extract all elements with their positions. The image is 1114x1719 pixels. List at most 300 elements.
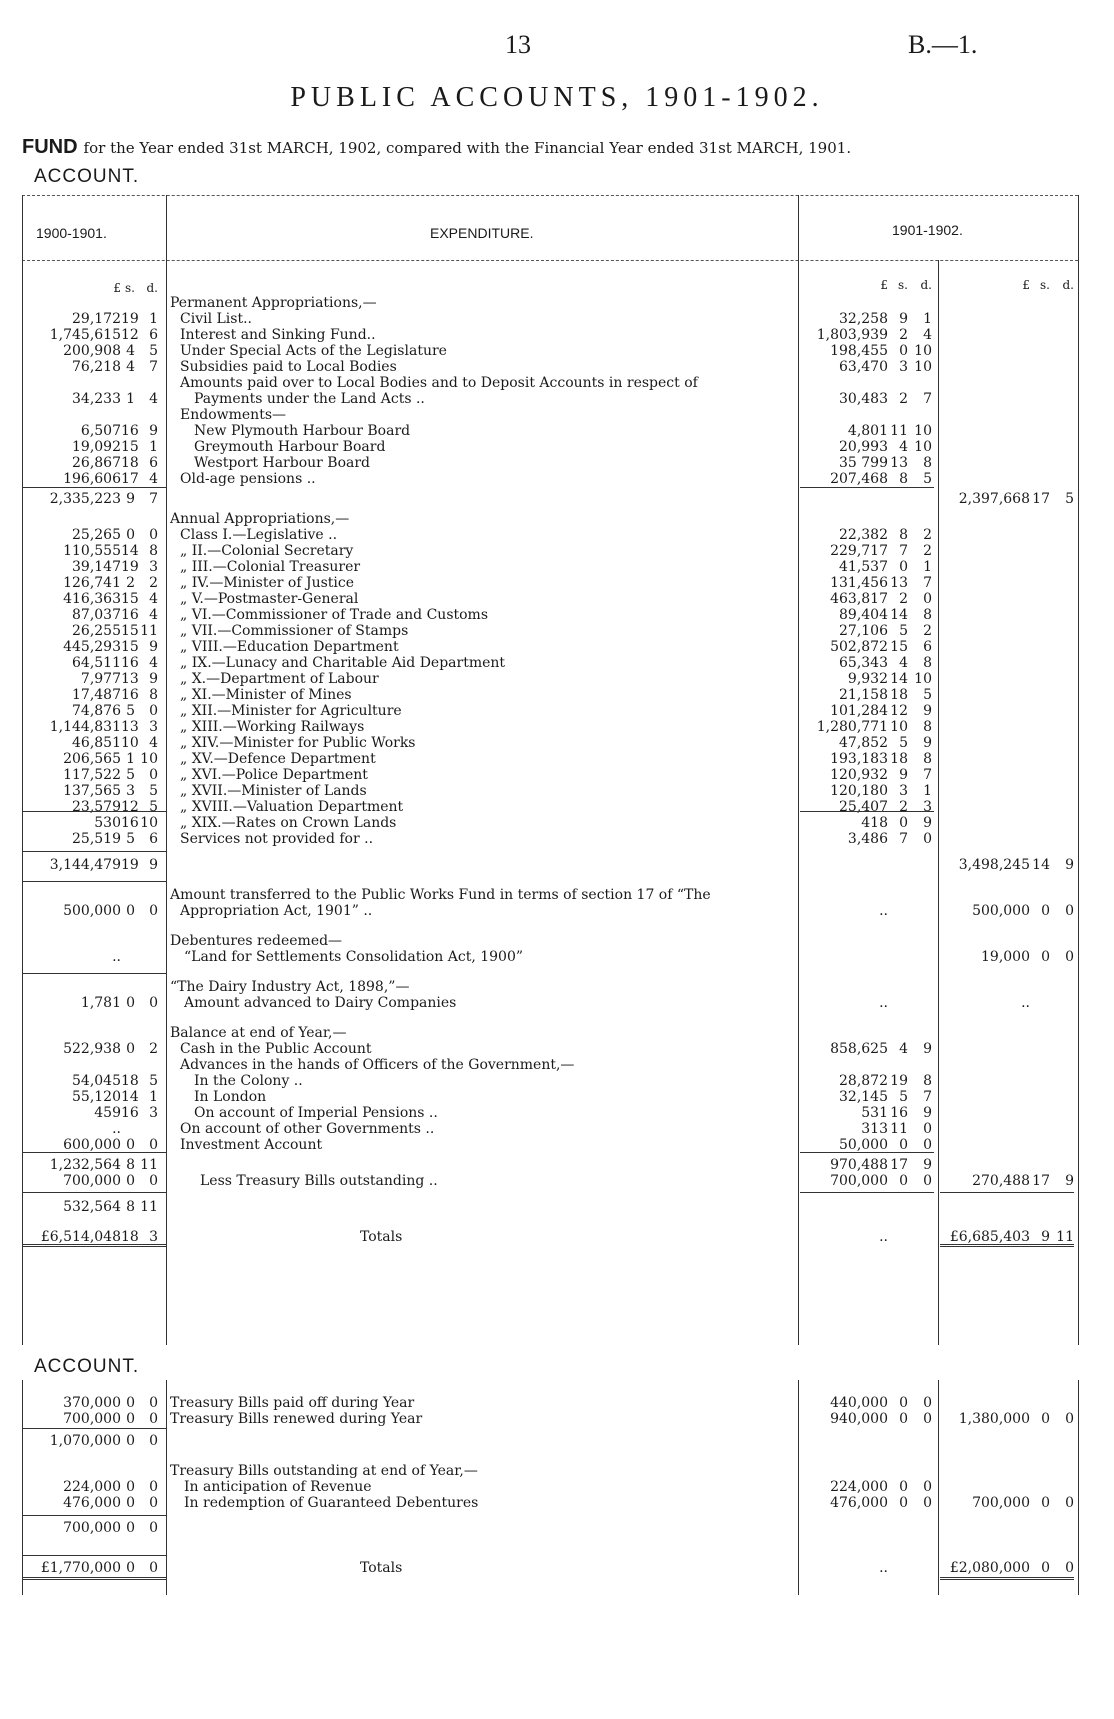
expenditure-row-label: „ XVI.—Police Department (170, 767, 798, 783)
expenditure-row-label: Civil List.. (170, 311, 798, 327)
expenditure-row-curr-amount-shillings: 18 (890, 687, 908, 703)
bills-row-prev-amount (0, 1560, 164, 1576)
expenditure-row-curr-amount (798, 1105, 936, 1121)
expenditure-row-total-amount-pence: 11 (1056, 1229, 1074, 1245)
expenditure-row-label: Amount advanced to Dairy Companies (170, 995, 798, 1011)
bills-row-curr-amount-pounds: 476,000 (830, 1495, 888, 1511)
bills-rule-right (1078, 1380, 1079, 1595)
page-title: PUBLIC ACCOUNTS, 1901-1902. (290, 82, 824, 113)
bills-row-curr-amount-pence: 0 (923, 1495, 932, 1511)
bills-rule-curr (938, 1380, 939, 1595)
expenditure-row-curr-amount-pounds: 198,455 (830, 343, 888, 359)
expenditure-row-prev-amount-pounds: 200,908 (63, 343, 121, 359)
bills-rule-prev (166, 1380, 167, 1595)
expenditure-row-prev-amount-shillings: 5 (126, 767, 135, 783)
expenditure-row-label: „ XII.—Minister for Agriculture (170, 703, 798, 719)
expenditure-row-curr-amount (798, 767, 936, 783)
expenditure-row-prev-amount-shillings: 16 (121, 655, 139, 671)
bills-row-total-amount (940, 1411, 1078, 1427)
expenditure-row-prev-amount (0, 527, 164, 543)
expenditure-row-label: Annual Appropriations,— (170, 511, 798, 527)
expenditure-row-prev-amount-pence: 1 (149, 1089, 158, 1105)
expenditure-row-prev-amount (0, 815, 164, 831)
expenditure-row-label: Services not provided for .. (170, 831, 798, 847)
expenditure-row-prev-amount-pounds: 17,487 (72, 687, 121, 703)
bills-row-label: Totals (170, 1560, 798, 1576)
expenditure-row-curr-amount-pence: 10 (914, 423, 932, 439)
expenditure-row-prev-amount-pounds: 55,120 (72, 1089, 121, 1105)
expenditure-row-curr-amount-pence: 9 (923, 1157, 932, 1173)
expenditure-row-curr-amount-shillings: 3 (899, 359, 908, 375)
expenditure-row-curr-amount-shillings: 14 (890, 671, 908, 687)
expenditure-row-prev-amount (0, 423, 164, 439)
expenditure-row-prev-amount-pence: 8 (149, 687, 158, 703)
expenditure-row-curr-amount-pounds: 418 (861, 815, 888, 831)
expenditure-row-curr-amount-pounds: 35 799 (839, 455, 888, 471)
expenditure-row-label: Investment Account (170, 1137, 798, 1153)
sum-rule (800, 1152, 934, 1153)
expenditure-row-curr-amount (798, 751, 936, 767)
expenditure-row-curr-amount-pounds: 32,145 (839, 1089, 888, 1105)
bills-row-prev-amount-shillings: 0 (126, 1520, 135, 1536)
expenditure-row-prev-amount-pounds: 206,565 (63, 751, 121, 767)
expenditure-row-prev-amount (0, 1073, 164, 1089)
expenditure-row-curr-amount-shillings: 2 (899, 799, 908, 815)
expenditure-row-label: Less Treasury Bills outstanding .. (170, 1173, 798, 1189)
expenditure-row-prev-amount-shillings: 15 (121, 439, 139, 455)
expenditure-row-prev-amount-pounds: .. (112, 1121, 121, 1137)
sum-rule (22, 1244, 166, 1245)
expenditure-row-curr-amount-shillings: 0 (899, 343, 908, 359)
expenditure-row-total-amount-pounds: 2,397,668 (958, 491, 1030, 507)
expenditure-row-curr-amount-pounds: 4,801 (847, 423, 888, 439)
expenditure-row-prev-amount (0, 687, 164, 703)
bills-row-prev-amount-pence: 0 (149, 1520, 158, 1536)
bills-row-curr-amount (798, 1395, 936, 1411)
expenditure-row-curr-amount (798, 607, 936, 623)
expenditure-row-prev-amount-shillings: 18 (121, 1073, 139, 1089)
sum-rule (800, 1192, 934, 1193)
expenditure-row-prev-amount-pence: 11 (140, 1199, 158, 1215)
expenditure-row-prev-amount-pence: 6 (149, 831, 158, 847)
expenditure-row-curr-amount-shillings: 0 (899, 559, 908, 575)
expenditure-row-prev-amount-pence: 5 (149, 799, 158, 815)
bills-row-curr-amount (798, 1411, 936, 1427)
expenditure-row-curr-amount-pence: 8 (923, 751, 932, 767)
bills-row-total-amount (940, 1495, 1078, 1511)
expenditure-row-prev-amount-pence: 9 (149, 671, 158, 687)
expenditure-row-prev-amount (0, 671, 164, 687)
expenditure-row-prev-amount (0, 1229, 164, 1245)
expenditure-row-label: On account of other Governments .. (170, 1121, 798, 1137)
rule-prev (166, 195, 167, 1345)
expenditure-row-prev-amount-pounds: 26,867 (72, 455, 121, 471)
expenditure-row-curr-amount (798, 719, 936, 735)
expenditure-row-curr-amount-pounds: 22,382 (839, 527, 888, 543)
expenditure-row-prev-amount (0, 995, 164, 1011)
expenditure-row-curr-amount-shillings: 0 (899, 815, 908, 831)
sum-rule (22, 973, 166, 974)
expenditure-row-total-amount (940, 1229, 1078, 1245)
expenditure-row-curr-amount-shillings: 16 (890, 1105, 908, 1121)
sum-rule (22, 1192, 166, 1193)
expenditure-row-curr-amount-pence: 8 (923, 655, 932, 671)
expenditure-row-curr-amount (798, 1121, 936, 1137)
expenditure-row-prev-amount-pence: 2 (149, 575, 158, 591)
bills-row-prev-amount-pounds: 224,000 (63, 1479, 121, 1495)
expenditure-row-prev-amount (0, 767, 164, 783)
expenditure-row-prev-amount (0, 1041, 164, 1057)
sum-rule (940, 1246, 1074, 1247)
expenditure-row-total-amount-shillings: 17 (1032, 491, 1050, 507)
expenditure-row-label: Subsidies paid to Local Bodies (170, 359, 798, 375)
expenditure-row-label: “The Dairy Industry Act, 1898,”— (170, 979, 798, 995)
expenditure-row-prev-amount (0, 703, 164, 719)
expenditure-row-curr-amount-pounds: 47,852 (839, 735, 888, 751)
expenditure-row-prev-amount-pounds: 3,144,479 (49, 857, 121, 873)
expenditure-row-prev-amount-shillings: 0 (126, 995, 135, 1011)
bills-row-total-amount-shillings: 0 (1041, 1411, 1050, 1427)
expenditure-row-prev-amount-shillings: 16 (121, 687, 139, 703)
total-money-heading: £ s. d. (1022, 278, 1074, 292)
expenditure-row-prev-amount-shillings: 14 (121, 543, 139, 559)
expenditure-row-prev-amount (0, 1137, 164, 1153)
expenditure-row-prev-amount (0, 327, 164, 343)
expenditure-row-prev-amount-pounds: 500,000 (63, 903, 121, 919)
expenditure-row-prev-amount-shillings: 16 (121, 1105, 139, 1121)
bills-row-prev-amount (0, 1495, 164, 1511)
expenditure-row-prev-amount-pounds: £6,514,048 (40, 1229, 121, 1245)
bills-row-total-amount-pounds: 700,000 (972, 1495, 1030, 1511)
expenditure-row-prev-amount-pounds: 6,507 (80, 423, 121, 439)
expenditure-row-curr-amount-pounds: 1,280,771 (816, 719, 888, 735)
expenditure-row-prev-amount (0, 359, 164, 375)
bills-row-curr-amount-pounds: .. (879, 1560, 888, 1576)
expenditure-row-curr-amount-pence: 6 (923, 639, 932, 655)
expenditure-row-prev-amount (0, 639, 164, 655)
expenditure-row-curr-amount-pounds: .. (879, 903, 888, 919)
expenditure-row-prev-amount-pence: 5 (149, 783, 158, 799)
expenditure-row-curr-amount (798, 1173, 936, 1189)
expenditure-row-label: „ IV.—Minister of Justice (170, 575, 798, 591)
expenditure-row-curr-amount (798, 815, 936, 831)
expenditure-row-total-amount (940, 903, 1078, 919)
bills-row-curr-amount (798, 1479, 936, 1495)
expenditure-row-prev-amount-pence: 9 (149, 423, 158, 439)
expenditure-row-prev-amount (0, 831, 164, 847)
expenditure-row-curr-amount-shillings: 3 (899, 783, 908, 799)
expenditure-row-prev-amount-pounds: 117,522 (63, 767, 121, 783)
expenditure-row-curr-amount-pence: 9 (923, 735, 932, 751)
expenditure-row-prev-amount-pence: 4 (149, 471, 158, 487)
expenditure-row-label: “Land for Settlements Consolidation Act, 1900” (170, 949, 798, 965)
expenditure-row-label: Permanent Appropriations,— (170, 295, 798, 311)
expenditure-row-curr-amount (798, 639, 936, 655)
expenditure-row-label: Westport Harbour Board (170, 455, 798, 471)
sum-rule (22, 1428, 166, 1429)
bills-row-prev-amount (0, 1520, 164, 1536)
bills-row-prev-amount (0, 1479, 164, 1495)
expenditure-row-label: Balance at end of Year,— (170, 1025, 798, 1041)
expenditure-row-prev-amount-pence: 0 (149, 1137, 158, 1153)
bills-row-total-amount (940, 1560, 1078, 1576)
expenditure-row-total-amount-pence: 5 (1065, 491, 1074, 507)
expenditure-row-prev-amount-pence: 5 (149, 1073, 158, 1089)
bills-row-curr-amount-pounds: 224,000 (830, 1479, 888, 1495)
expenditure-row-prev-amount (0, 1173, 164, 1189)
sum-rule (940, 1579, 1074, 1580)
expenditure-row-prev-amount-shillings: 15 (121, 623, 139, 639)
expenditure-row-prev-amount-pounds: 196,606 (63, 471, 121, 487)
bills-row-prev-amount-pounds: 1,070,000 (49, 1433, 121, 1449)
expenditure-row-prev-amount-pounds: 39,147 (72, 559, 121, 575)
expenditure-row-curr-amount-pence: 0 (923, 1173, 932, 1189)
expenditure-row-total-amount-shillings: 0 (1041, 903, 1050, 919)
expenditure-row-prev-amount-pence: 2 (149, 1041, 158, 1057)
expenditure-row-label: Payments under the Land Acts .. (170, 391, 798, 407)
expenditure-row-label: Interest and Sinking Fund.. (170, 327, 798, 343)
expenditure-row-curr-amount (798, 735, 936, 751)
expenditure-row-prev-amount-shillings: 5 (126, 831, 135, 847)
expenditure-row-total-amount (940, 995, 1078, 1011)
expenditure-row-prev-amount-pounds: 110,555 (63, 543, 121, 559)
expenditure-row-curr-amount-pence: 2 (923, 527, 932, 543)
expenditure-row-prev-amount-shillings: 13 (121, 719, 139, 735)
sum-rule (940, 1244, 1074, 1245)
bills-row-prev-amount-shillings: 0 (126, 1395, 135, 1411)
expenditure-row-prev-amount-shillings: 1 (126, 391, 135, 407)
expenditure-row-total-amount-pounds: 270,488 (972, 1173, 1030, 1189)
expenditure-row-prev-amount-shillings: 1 (126, 751, 135, 767)
expenditure-row-prev-amount (0, 1121, 164, 1137)
sum-rule (22, 1152, 166, 1153)
expenditure-row-curr-amount-shillings: 7 (899, 831, 908, 847)
expenditure-row-prev-amount-pence: 4 (149, 591, 158, 607)
expenditure-row-curr-amount-pence: 7 (923, 391, 932, 407)
bills-row-total-amount-shillings: 0 (1041, 1495, 1050, 1511)
expenditure-row-prev-amount (0, 543, 164, 559)
expenditure-row-prev-amount-pence: 0 (149, 1173, 158, 1189)
expenditure-row-prev-amount-shillings: 0 (126, 527, 135, 543)
bills-row-curr-amount (798, 1560, 936, 1576)
expenditure-row-prev-amount (0, 1105, 164, 1121)
expenditure-row-prev-amount-pence: 0 (149, 995, 158, 1011)
expenditure-row-prev-amount-pounds: 700,000 (63, 1173, 121, 1189)
expenditure-row-prev-amount (0, 575, 164, 591)
expenditure-row-curr-amount-shillings: 11 (890, 423, 908, 439)
expenditure-row-curr-amount-shillings: 19 (890, 1073, 908, 1089)
expenditure-row-curr-amount-shillings: 0 (899, 1173, 908, 1189)
expenditure-row-total-amount-pounds: .. (1021, 995, 1030, 1011)
expenditure-row-prev-amount-shillings: 13 (121, 671, 139, 687)
expenditure-row-curr-amount-pence: 0 (923, 831, 932, 847)
expenditure-row-curr-amount (798, 703, 936, 719)
expenditure-row-total-amount-shillings: 14 (1032, 857, 1050, 873)
expenditure-row-prev-amount-pence: 0 (149, 767, 158, 783)
expenditure-row-curr-amount-pounds: 25,407 (839, 799, 888, 815)
expenditure-row-prev-amount-pounds: 522,938 (63, 1041, 121, 1057)
sum-rule (22, 487, 166, 488)
expenditure-row-label: „ XIV.—Minister for Public Works (170, 735, 798, 751)
expenditure-row-label: Greymouth Harbour Board (170, 439, 798, 455)
bills-row-label: In anticipation of Revenue (170, 1479, 798, 1495)
expenditure-row-prev-amount-pounds: 87,037 (72, 607, 121, 623)
bills-row-prev-amount (0, 1433, 164, 1449)
expenditure-row-curr-amount-pence: 3 (923, 799, 932, 815)
expenditure-row-total-amount-pounds: 500,000 (972, 903, 1030, 919)
expenditure-row-total-amount-pounds: 19,000 (981, 949, 1030, 965)
expenditure-row-prev-amount-shillings: 16 (121, 423, 139, 439)
bills-row-total-amount-pence: 0 (1065, 1411, 1074, 1427)
expenditure-row-curr-amount-pounds: 313 (861, 1121, 888, 1137)
expenditure-row-curr-amount-pounds: 27,106 (839, 623, 888, 639)
expenditure-row-prev-amount-pounds: 445,293 (63, 639, 121, 655)
expenditure-row-prev-amount-pounds: 19,092 (72, 439, 121, 455)
expenditure-row-prev-amount-pounds: 1,745,615 (49, 327, 121, 343)
expenditure-row-prev-amount (0, 559, 164, 575)
bills-row-prev-amount-shillings: 0 (126, 1495, 135, 1511)
expenditure-row-curr-amount-pounds: 89,404 (839, 607, 888, 623)
expenditure-row-total-amount-shillings: 9 (1041, 1229, 1050, 1245)
expenditure-row-prev-amount-shillings: 8 (126, 1199, 135, 1215)
expenditure-row-prev-amount-pounds: 2,335,223 (49, 491, 121, 507)
expenditure-row-total-amount-pence: 9 (1065, 857, 1074, 873)
expenditure-row-label: „ XVIII.—Valuation Department (170, 799, 798, 815)
expenditure-row-curr-amount-pounds: 700,000 (830, 1173, 888, 1189)
expenditure-row-curr-amount (798, 903, 936, 919)
expenditure-row-prev-amount (0, 391, 164, 407)
expenditure-row-prev-amount (0, 751, 164, 767)
expenditure-row-prev-amount-pounds: 7,977 (80, 671, 121, 687)
expenditure-row-prev-amount-shillings: 15 (121, 639, 139, 655)
expenditure-row-prev-amount-shillings: 12 (121, 799, 139, 815)
expenditure-row-prev-amount-pence: 1 (149, 439, 158, 455)
expenditure-row-label: „ XVII.—Minister of Lands (170, 783, 798, 799)
bills-row-prev-amount-shillings: 0 (126, 1479, 135, 1495)
expenditure-row-prev-amount-pence: 10 (140, 751, 158, 767)
expenditure-row-total-amount-shillings: 0 (1041, 949, 1050, 965)
expenditure-row-curr-amount (798, 831, 936, 847)
sum-rule (22, 1579, 166, 1580)
expenditure-row-prev-amount-pounds: 1,232,564 (49, 1157, 121, 1173)
expenditure-row-total-amount (940, 949, 1078, 965)
fund-caption (22, 136, 851, 159)
bills-row-prev-amount-pence: 0 (149, 1495, 158, 1511)
expenditure-row-prev-amount (0, 491, 164, 507)
expenditure-row-curr-amount-shillings: 12 (890, 703, 908, 719)
expenditure-row-curr-amount-pounds: 120,180 (830, 783, 888, 799)
expenditure-row-curr-amount-pounds: 463,817 (830, 591, 888, 607)
expenditure-row-prev-amount-shillings: 0 (126, 903, 135, 919)
expenditure-row-curr-amount-shillings: 2 (899, 591, 908, 607)
sum-rule (22, 881, 166, 882)
expenditure-row-curr-amount (798, 471, 936, 487)
expenditure-row-prev-amount-shillings: 18 (121, 455, 139, 471)
expenditure-row-prev-amount (0, 1199, 164, 1215)
expenditure-row-curr-amount-pence: 2 (923, 623, 932, 639)
col-curr-year: 1901-1902. (892, 222, 963, 238)
expenditure-row-curr-amount-pence: 2 (923, 543, 932, 559)
expenditure-row-curr-amount-shillings: 5 (899, 735, 908, 751)
expenditure-row-prev-amount-pence: 7 (149, 359, 158, 375)
expenditure-row-prev-amount (0, 949, 164, 965)
expenditure-row-prev-amount-pence: 3 (149, 559, 158, 575)
expenditure-row-prev-amount (0, 719, 164, 735)
sum-rule (800, 487, 934, 488)
expenditure-row-curr-amount-shillings: 2 (899, 327, 908, 343)
expenditure-row-label: Under Special Acts of the Legislature (170, 343, 798, 359)
expenditure-row-prev-amount-shillings: 19 (121, 311, 139, 327)
expenditure-row-label: Old-age pensions .. (170, 471, 798, 487)
sum-rule (22, 1515, 166, 1516)
expenditure-row-label: „ VIII.—Education Department (170, 639, 798, 655)
expenditure-row-curr-amount-pence: 5 (923, 471, 932, 487)
expenditure-row-curr-amount-pounds: 101,284 (830, 703, 888, 719)
sum-rule (22, 1246, 166, 1247)
expenditure-row-total-amount-pence: 0 (1065, 949, 1074, 965)
expenditure-row-prev-amount-pence: 3 (149, 1229, 158, 1245)
bills-row-label: Treasury Bills paid off during Year (170, 1395, 798, 1411)
bills-row-label: Treasury Bills renewed during Year (170, 1411, 798, 1427)
expenditure-row-prev-amount (0, 1157, 164, 1173)
expenditure-row-total-amount-pounds: £6,685,403 (949, 1229, 1030, 1245)
expenditure-row-curr-amount (798, 799, 936, 815)
expenditure-row-curr-amount-shillings: 7 (899, 543, 908, 559)
expenditure-row-label: Debentures redeemed— (170, 933, 798, 949)
expenditure-row-curr-amount-shillings: 8 (899, 527, 908, 543)
expenditure-row-prev-amount-pence: 11 (140, 1157, 158, 1173)
expenditure-row-label: „ V.—Postmaster-General (170, 591, 798, 607)
expenditure-row-prev-amount-pounds: 137,565 (63, 783, 121, 799)
expenditure-row-prev-amount (0, 655, 164, 671)
expenditure-row-label: „ VII.—Commissioner of Stamps (170, 623, 798, 639)
expenditure-row-prev-amount (0, 1089, 164, 1105)
expenditure-row-curr-amount-pounds: 32,258 (839, 311, 888, 327)
expenditure-row-curr-amount-pence: 1 (923, 783, 932, 799)
col-expenditure: EXPENDITURE. (430, 225, 534, 241)
expenditure-row-prev-amount-pence: 7 (149, 491, 158, 507)
bills-row-prev-amount (0, 1395, 164, 1411)
bills-row-prev-amount-shillings: 0 (126, 1560, 135, 1576)
expenditure-row-curr-amount (798, 559, 936, 575)
bills-row-total-amount-pounds: £2,080,000 (949, 1560, 1030, 1576)
expenditure-row-curr-amount (798, 623, 936, 639)
expenditure-row-prev-amount-pounds: .. (112, 949, 121, 965)
expenditure-row-curr-amount-pence: 8 (923, 455, 932, 471)
expenditure-row-curr-amount (798, 527, 936, 543)
expenditure-row-prev-amount (0, 799, 164, 815)
bills-row-prev-amount-pence: 0 (149, 1433, 158, 1449)
expenditure-row-curr-amount-shillings: 4 (899, 1041, 908, 1057)
col-prev-year: 1900-1901. (36, 225, 107, 241)
expenditure-row-curr-amount-shillings: 15 (890, 639, 908, 655)
expenditure-row-prev-amount-pence: 8 (149, 543, 158, 559)
expenditure-row-curr-amount-shillings: 4 (899, 655, 908, 671)
expenditure-row-curr-amount-pounds: 970,488 (830, 1157, 888, 1173)
expenditure-row-prev-amount-pounds: 29,172 (72, 311, 121, 327)
expenditure-row-curr-amount-shillings: 9 (899, 767, 908, 783)
expenditure-row-curr-amount (798, 343, 936, 359)
expenditure-row-prev-amount-shillings: 19 (121, 857, 139, 873)
expenditure-row-curr-amount-shillings: 2 (899, 391, 908, 407)
expenditure-row-curr-amount-pounds: 21,158 (839, 687, 888, 703)
expenditure-row-curr-amount-shillings: 4 (899, 439, 908, 455)
expenditure-row-curr-amount-pounds: 229,717 (830, 543, 888, 559)
bills-row-curr-amount-pounds: 940,000 (830, 1411, 888, 1427)
expenditure-row-curr-amount-pounds: 207,468 (830, 471, 888, 487)
expenditure-row-prev-amount-pounds: 126,741 (63, 575, 121, 591)
expenditure-row-prev-amount-shillings: 9 (126, 491, 135, 507)
